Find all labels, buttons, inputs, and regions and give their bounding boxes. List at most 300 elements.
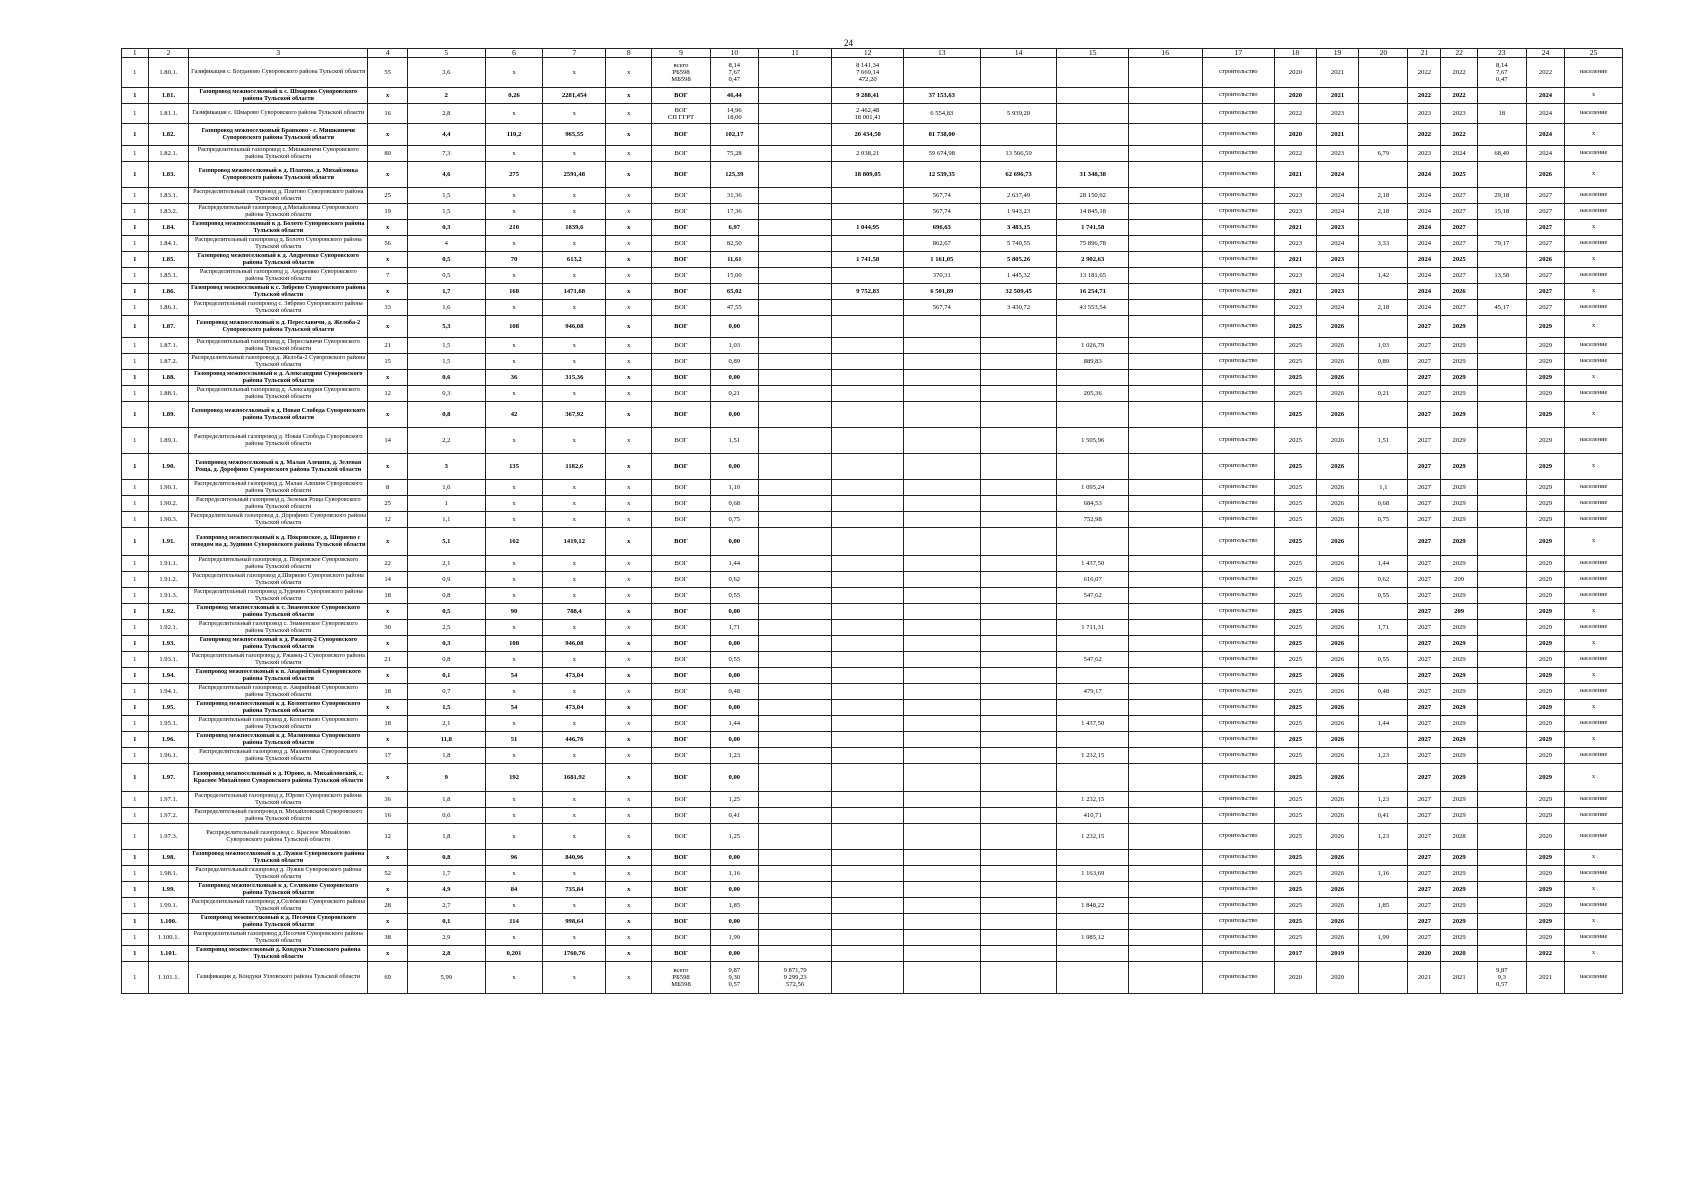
cell-col-13: [903, 454, 980, 480]
cell-col-18: 2025: [1275, 528, 1317, 556]
cell-col-17: строительство: [1202, 962, 1275, 994]
cell-col-16: [1128, 898, 1202, 914]
cell-col-20: [1359, 454, 1408, 480]
cell-col-15: [1057, 528, 1128, 556]
cell-col-23: [1477, 316, 1526, 338]
data-table: [121, 48, 1623, 994]
cell-col-13: [903, 386, 980, 402]
cell-col-19: 2023: [1316, 104, 1359, 124]
cell-col-15: 2 902,63: [1057, 252, 1128, 268]
cell-col-22: 2029: [1441, 354, 1477, 370]
cell-col-3: Газопровод межпоселковый к д. Малиновка Суворовского района Тульской области: [189, 732, 368, 748]
cell-col-16: [1128, 188, 1202, 204]
cell-col-18: 2025: [1275, 480, 1317, 496]
cell-col-8: х: [606, 716, 652, 732]
cell-col-12: [832, 354, 903, 370]
cell-col-2: 1.99.: [148, 882, 189, 898]
cell-col-25: население: [1565, 512, 1623, 528]
cell-col-20: 1,85: [1359, 898, 1408, 914]
cell-col-10: 0,00: [710, 636, 758, 652]
cell-col-14: [980, 354, 1057, 370]
cell-col-11: [758, 402, 832, 428]
cell-col-1: 1: [122, 588, 149, 604]
cell-col-10: 0,41: [710, 808, 758, 824]
cell-col-6: 110,2: [485, 124, 543, 146]
cell-col-11: [758, 204, 832, 220]
cell-col-24: 2029: [1526, 684, 1564, 700]
cell-col-19: 2026: [1316, 512, 1359, 528]
cell-col-22: 2029: [1441, 700, 1477, 716]
cell-col-3: Газификация с. Богданово Суворовского района Тульской области: [189, 58, 368, 88]
cell-col-21: 2027: [1408, 898, 1441, 914]
cell-col-18: 2021: [1275, 162, 1317, 188]
cell-col-6: 210: [485, 220, 543, 236]
cell-col-4: 22: [368, 556, 407, 572]
cell-col-20: [1359, 764, 1408, 792]
cell-col-15: 28 150,92: [1057, 188, 1128, 204]
cell-col-6: 0,201: [485, 946, 543, 962]
cell-col-10: 0,00: [710, 402, 758, 428]
cell-col-24: 2029: [1526, 866, 1564, 882]
cell-col-17: строительство: [1202, 914, 1275, 930]
cell-col-1: 1: [122, 684, 149, 700]
cell-col-25: население: [1565, 386, 1623, 402]
cell-col-18: 2021: [1275, 252, 1317, 268]
cell-col-2: 1.91.3.: [148, 588, 189, 604]
cell-col-8: х: [606, 480, 652, 496]
cell-col-7: 788,4: [543, 604, 606, 620]
cell-col-13: [903, 588, 980, 604]
cell-col-24: 2029: [1526, 556, 1564, 572]
cell-col-23: [1477, 252, 1526, 268]
cell-col-1: 1: [122, 104, 149, 124]
cell-col-21: 2027: [1408, 316, 1441, 338]
cell-col-23: [1477, 370, 1526, 386]
cell-col-23: [1477, 604, 1526, 620]
cell-col-21: 2024: [1408, 252, 1441, 268]
cell-col-8: х: [606, 236, 652, 252]
cell-col-1: 1: [122, 914, 149, 930]
cell-col-3: Распределительный газопровод с. Мишкиничи Суворовского района Тульской области: [189, 146, 368, 162]
cell-col-11: [758, 588, 832, 604]
cell-col-4: 25: [368, 188, 407, 204]
cell-col-13: 37 153,63: [903, 88, 980, 104]
cell-col-20: [1359, 636, 1408, 652]
column-header-19: 19: [1316, 49, 1359, 58]
cell-col-1: 1: [122, 284, 149, 300]
cell-col-15: 1 026,79: [1057, 338, 1128, 354]
cell-col-5: 0,8: [407, 588, 485, 604]
cell-col-18: 2025: [1275, 636, 1317, 652]
cell-col-4: 18: [368, 684, 407, 700]
cell-col-8: х: [606, 162, 652, 188]
cell-col-17: строительство: [1202, 252, 1275, 268]
cell-col-16: [1128, 104, 1202, 124]
cell-col-14: [980, 572, 1057, 588]
cell-col-11: [758, 764, 832, 792]
cell-col-17: строительство: [1202, 268, 1275, 284]
column-header-20: 20: [1359, 49, 1408, 58]
cell-col-6: 54: [485, 668, 543, 684]
cell-col-25: население: [1565, 898, 1623, 914]
cell-col-19: 2023: [1316, 252, 1359, 268]
cell-col-11: [758, 556, 832, 572]
cell-col-22: 2029: [1441, 914, 1477, 930]
cell-col-18: 2025: [1275, 866, 1317, 882]
table-row: [122, 824, 1623, 850]
cell-col-10: 0,62: [710, 572, 758, 588]
cell-col-12: [832, 652, 903, 668]
cell-col-22: 2029: [1441, 588, 1477, 604]
cell-col-16: [1128, 386, 1202, 402]
cell-col-3: Газификация д. Кондуки Узловского района Тульской области: [189, 962, 368, 994]
cell-col-11: [758, 930, 832, 946]
cell-col-23: [1477, 824, 1526, 850]
cell-col-8: х: [606, 764, 652, 792]
cell-col-19: 2023: [1316, 146, 1359, 162]
cell-col-19: 2024: [1316, 236, 1359, 252]
cell-col-18: 2020: [1275, 88, 1317, 104]
cell-col-15: 1 437,50: [1057, 556, 1128, 572]
cell-col-18: 2025: [1275, 684, 1317, 700]
cell-col-13: [903, 716, 980, 732]
cell-col-25: х: [1565, 946, 1623, 962]
cell-col-14: [980, 946, 1057, 962]
cell-col-5: 2,1: [407, 716, 485, 732]
cell-col-16: [1128, 370, 1202, 386]
cell-col-7: 2281,454: [543, 88, 606, 104]
table-row: [122, 604, 1623, 620]
cell-col-20: 3,33: [1359, 236, 1408, 252]
cell-col-17: строительство: [1202, 946, 1275, 962]
table-row: [122, 808, 1623, 824]
cell-col-8: х: [606, 588, 652, 604]
cell-col-15: 547,62: [1057, 652, 1128, 668]
cell-col-21: 2027: [1408, 652, 1441, 668]
column-header-17: 17: [1202, 49, 1275, 58]
cell-col-12: [832, 668, 903, 684]
cell-col-10: 0,00: [710, 528, 758, 556]
cell-col-18: 2025: [1275, 428, 1317, 454]
cell-col-2: 1.87.2.: [148, 354, 189, 370]
cell-col-10: 14,96 18,00: [710, 104, 758, 124]
cell-col-7: х: [543, 866, 606, 882]
cell-col-21: 2027: [1408, 496, 1441, 512]
cell-col-18: 2023: [1275, 236, 1317, 252]
cell-col-19: 2019: [1316, 946, 1359, 962]
cell-col-22: 2022: [1441, 124, 1477, 146]
cell-col-1: 1: [122, 480, 149, 496]
cell-col-5: 1,6: [407, 480, 485, 496]
cell-col-10: 15,00: [710, 268, 758, 284]
cell-col-22: 2029: [1441, 370, 1477, 386]
cell-col-17: строительство: [1202, 700, 1275, 716]
column-header-21: 21: [1408, 49, 1441, 58]
cell-col-12: [832, 236, 903, 252]
cell-col-10: 0,55: [710, 588, 758, 604]
cell-col-19: 2026: [1316, 454, 1359, 480]
cell-col-6: х: [485, 556, 543, 572]
cell-col-12: [832, 824, 903, 850]
table-row: [122, 792, 1623, 808]
cell-col-20: 1,03: [1359, 338, 1408, 354]
cell-col-23: [1477, 480, 1526, 496]
cell-col-21: 2020: [1408, 946, 1441, 962]
cell-col-8: х: [606, 946, 652, 962]
cell-col-2: 1.83.: [148, 162, 189, 188]
cell-col-2: 1.100.1.: [148, 930, 189, 946]
cell-col-6: х: [485, 824, 543, 850]
column-header-4: 4: [368, 49, 407, 58]
cell-col-5: 1,7: [407, 866, 485, 882]
cell-col-24: 2022: [1526, 946, 1564, 962]
cell-col-10: 0,00: [710, 882, 758, 898]
cell-col-17: строительство: [1202, 808, 1275, 824]
cell-col-8: х: [606, 556, 652, 572]
cell-col-25: население: [1565, 204, 1623, 220]
cell-col-6: х: [485, 748, 543, 764]
cell-col-4: х: [368, 402, 407, 428]
cell-col-2: 1.86.1.: [148, 300, 189, 316]
cell-col-9: ВОГ: [652, 480, 711, 496]
cell-col-10: 1,16: [710, 866, 758, 882]
cell-col-13: 567,74: [903, 300, 980, 316]
cell-col-19: 2024: [1316, 268, 1359, 284]
cell-col-22: 2029: [1441, 898, 1477, 914]
cell-col-9: ВОГ: [652, 866, 711, 882]
cell-col-11: [758, 732, 832, 748]
cell-col-24: 2029: [1526, 386, 1564, 402]
cell-col-18: 2025: [1275, 512, 1317, 528]
cell-col-17: строительство: [1202, 588, 1275, 604]
cell-col-12: [832, 882, 903, 898]
table-body: [122, 58, 1623, 994]
cell-col-14: [980, 732, 1057, 748]
cell-col-1: 1: [122, 236, 149, 252]
cell-col-8: х: [606, 850, 652, 866]
cell-col-3: Газопровод межпоселковый к д. Колонтаево Суворовского района Тульской области: [189, 700, 368, 716]
cell-col-14: [980, 428, 1057, 454]
cell-col-1: 1: [122, 512, 149, 528]
cell-col-3: Газификация с. Шмарово Суворовского района Тульской области: [189, 104, 368, 124]
cell-col-24: 2029: [1526, 914, 1564, 930]
cell-col-11: [758, 636, 832, 652]
cell-col-11: [758, 914, 832, 930]
cell-col-25: население: [1565, 588, 1623, 604]
cell-col-9: ВОГ: [652, 700, 711, 716]
cell-col-17: строительство: [1202, 898, 1275, 914]
cell-col-13: 567,74: [903, 188, 980, 204]
cell-col-14: [980, 316, 1057, 338]
cell-col-3: Распределительный газопровод д. Малиновка Суворовского района Тульской области: [189, 748, 368, 764]
cell-col-17: строительство: [1202, 480, 1275, 496]
cell-col-5: 2,9: [407, 930, 485, 946]
cell-col-6: х: [485, 386, 543, 402]
cell-col-10: 82,50: [710, 236, 758, 252]
cell-col-18: 2020: [1275, 124, 1317, 146]
cell-col-19: 2026: [1316, 604, 1359, 620]
table-row: [122, 480, 1623, 496]
cell-col-21: 2024: [1408, 220, 1441, 236]
cell-col-22: 2027: [1441, 268, 1477, 284]
cell-col-6: х: [485, 866, 543, 882]
cell-col-7: х: [543, 104, 606, 124]
cell-col-17: строительство: [1202, 58, 1275, 88]
cell-col-4: 14: [368, 428, 407, 454]
cell-col-12: [832, 700, 903, 716]
cell-col-15: [1057, 668, 1128, 684]
cell-col-18: 2025: [1275, 882, 1317, 898]
cell-col-10: 1,51: [710, 428, 758, 454]
cell-col-22: 2027: [1441, 188, 1477, 204]
cell-col-7: 613,2: [543, 252, 606, 268]
cell-col-15: 1 711,31: [1057, 620, 1128, 636]
cell-col-11: [758, 850, 832, 866]
cell-col-6: 168: [485, 284, 543, 300]
cell-col-24: 2029: [1526, 588, 1564, 604]
cell-col-3: Распределительный газопровод п. Михайловский Суворовского района Тульской области: [189, 808, 368, 824]
cell-col-23: [1477, 402, 1526, 428]
cell-col-7: х: [543, 236, 606, 252]
cell-col-14: [980, 824, 1057, 850]
cell-col-25: х: [1565, 732, 1623, 748]
table-row: [122, 620, 1623, 636]
cell-col-21: 2027: [1408, 588, 1441, 604]
cell-col-20: 1,42: [1359, 268, 1408, 284]
cell-col-2: 1.97.: [148, 764, 189, 792]
cell-col-7: х: [543, 792, 606, 808]
cell-col-21: 2022: [1408, 88, 1441, 104]
cell-col-2: 1.85.: [148, 252, 189, 268]
cell-col-14: [980, 454, 1057, 480]
cell-col-1: 1: [122, 808, 149, 824]
cell-col-7: 946,08: [543, 316, 606, 338]
cell-col-3: Распределительный газопровод п. Аварийный Суворовского района Тульской области: [189, 684, 368, 700]
cell-col-23: [1477, 512, 1526, 528]
column-header-10: 10: [710, 49, 758, 58]
cell-col-22: 2029: [1441, 764, 1477, 792]
cell-col-16: [1128, 572, 1202, 588]
cell-col-17: строительство: [1202, 652, 1275, 668]
cell-col-25: население: [1565, 104, 1623, 124]
cell-col-13: [903, 764, 980, 792]
cell-col-8: х: [606, 620, 652, 636]
cell-col-1: 1: [122, 652, 149, 668]
cell-col-23: [1477, 914, 1526, 930]
table-row: [122, 58, 1623, 88]
cell-col-3: Газопровод межпоселковый к д. Селюково Суворовского района Тульской области: [189, 882, 368, 898]
cell-col-17: строительство: [1202, 188, 1275, 204]
cell-col-16: [1128, 284, 1202, 300]
cell-col-12: [832, 604, 903, 620]
cell-col-19: 2024: [1316, 204, 1359, 220]
cell-col-25: население: [1565, 808, 1623, 824]
cell-col-8: х: [606, 124, 652, 146]
cell-col-3: Газопровод межпоселковый к с. Шмарово Суворовского района Тульской области: [189, 88, 368, 104]
cell-col-12: [832, 636, 903, 652]
cell-col-18: 2025: [1275, 370, 1317, 386]
cell-col-1: 1: [122, 764, 149, 792]
cell-col-6: х: [485, 496, 543, 512]
cell-col-9: ВОГ: [652, 268, 711, 284]
cell-col-14: [980, 480, 1057, 496]
cell-col-9: ВОГ: [652, 808, 711, 824]
cell-col-15: [1057, 764, 1128, 792]
cell-col-15: [1057, 700, 1128, 716]
cell-col-3: Распределительный газопровод с. Зябрево Суворовского района Тульской области: [189, 300, 368, 316]
cell-col-19: 2026: [1316, 716, 1359, 732]
cell-col-5: 3,6: [407, 58, 485, 88]
cell-col-23: 13,58: [1477, 268, 1526, 284]
cell-col-13: [903, 930, 980, 946]
cell-col-12: [832, 620, 903, 636]
cell-col-9: ВОГ: [652, 930, 711, 946]
cell-col-14: [980, 604, 1057, 620]
cell-col-12: [832, 684, 903, 700]
column-header-9: 9: [652, 49, 711, 58]
table-row: [122, 252, 1623, 268]
table-row: [122, 898, 1623, 914]
cell-col-8: х: [606, 146, 652, 162]
cell-col-5: 0,5: [407, 604, 485, 620]
cell-col-16: [1128, 882, 1202, 898]
cell-col-3: Распределительный газопровод с. Красное Михайлово Суворовского района Тульской области: [189, 824, 368, 850]
cell-col-12: [832, 850, 903, 866]
cell-col-22: 2029: [1441, 684, 1477, 700]
cell-col-14: [980, 962, 1057, 994]
cell-col-13: [903, 850, 980, 866]
cell-col-20: 0,68: [1359, 496, 1408, 512]
cell-col-5: 0,6: [407, 808, 485, 824]
cell-col-20: [1359, 946, 1408, 962]
cell-col-25: х: [1565, 700, 1623, 716]
cell-col-3: Распределительный газопровод д. Малая Алешня Суворовского района Тульской области: [189, 480, 368, 496]
cell-col-13: [903, 58, 980, 88]
cell-col-10: 125,39: [710, 162, 758, 188]
cell-col-8: х: [606, 386, 652, 402]
cell-col-25: население: [1565, 792, 1623, 808]
cell-col-21: 2027: [1408, 914, 1441, 930]
cell-col-23: [1477, 792, 1526, 808]
cell-col-2: 1.83.2.: [148, 204, 189, 220]
cell-col-11: [758, 748, 832, 764]
cell-col-5: 1,5: [407, 338, 485, 354]
cell-col-21: 2027: [1408, 386, 1441, 402]
cell-col-20: 1,23: [1359, 792, 1408, 808]
cell-col-22: 2029: [1441, 668, 1477, 684]
cell-col-12: [832, 402, 903, 428]
cell-col-5: 11,8: [407, 732, 485, 748]
cell-col-21: 2027: [1408, 528, 1441, 556]
table-row: [122, 316, 1623, 338]
cell-col-16: [1128, 684, 1202, 700]
cell-col-11: [758, 496, 832, 512]
cell-col-2: 1.94.: [148, 668, 189, 684]
cell-col-18: 2021: [1275, 220, 1317, 236]
cell-col-16: [1128, 866, 1202, 882]
cell-col-10: 0,68: [710, 496, 758, 512]
cell-col-5: 2,1: [407, 556, 485, 572]
cell-col-11: [758, 604, 832, 620]
cell-col-15: 1 505,96: [1057, 428, 1128, 454]
cell-col-17: строительство: [1202, 428, 1275, 454]
cell-col-9: ВОГ: [652, 764, 711, 792]
cell-col-22: 2029: [1441, 850, 1477, 866]
cell-col-16: [1128, 496, 1202, 512]
cell-col-19: 2026: [1316, 386, 1359, 402]
cell-col-7: 1681,92: [543, 764, 606, 792]
cell-col-6: 108: [485, 316, 543, 338]
